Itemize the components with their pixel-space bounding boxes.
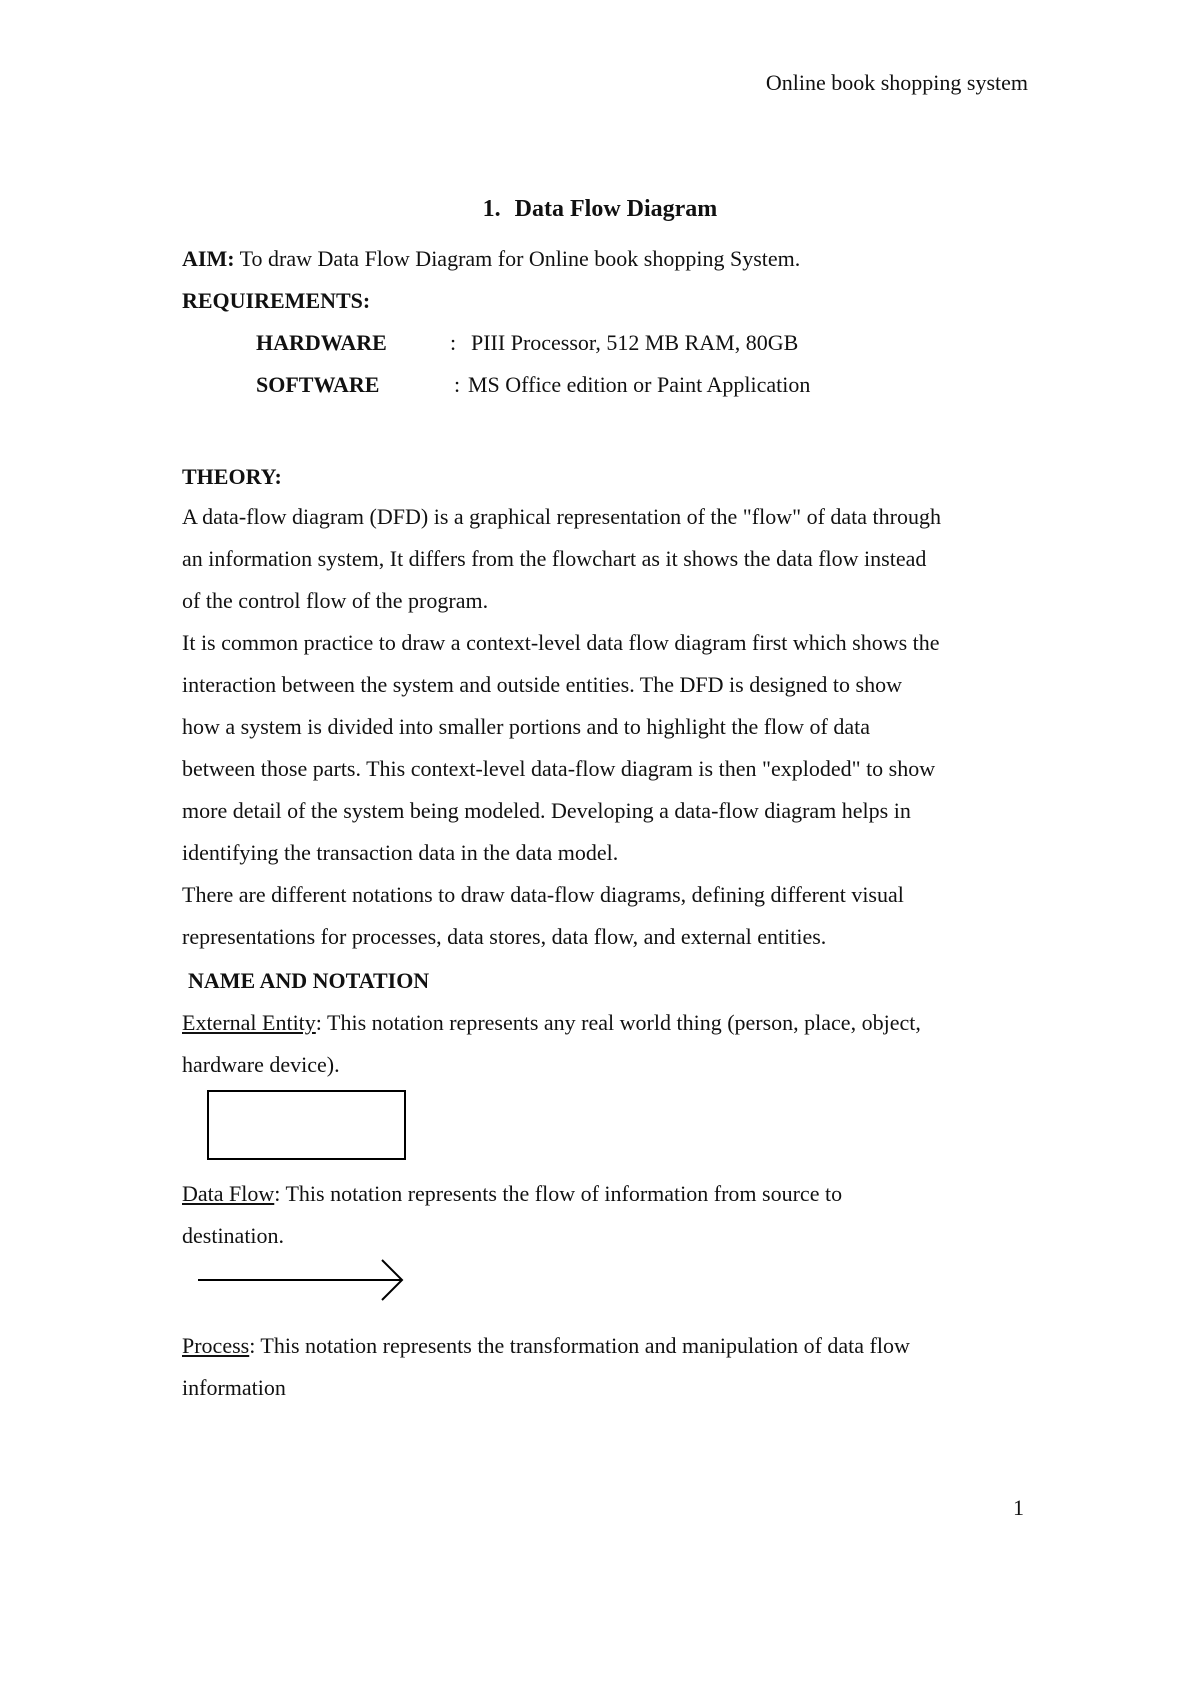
theory-label: THEORY: — [182, 464, 282, 489]
external-entity-rectangle-symbol — [207, 1090, 406, 1160]
data-flow-line1: Data Flow: This notation represents the flow of information from source to — [182, 1181, 843, 1206]
theory-line: of the control flow of the program. — [182, 588, 489, 613]
external-entity-term: External Entity — [182, 1010, 316, 1035]
external-entity-line2: hardware device). — [182, 1052, 340, 1077]
theory-line: interaction between the system and outside entities. The DFD is designed to show — [182, 672, 902, 697]
theory-line: identifying the transaction data in the data model. — [182, 840, 619, 865]
notation-heading: NAME AND NOTATION — [188, 968, 430, 993]
theory-line: representations for processes, data stores, data flow, and external entities. — [182, 924, 827, 949]
theory-line: how a system is divided into smaller portions and to highlight the flow of data — [182, 714, 871, 739]
data-flow-arrow-symbol — [196, 1255, 408, 1305]
aim-line — [182, 246, 800, 272]
hardware-sep: : — [450, 330, 457, 355]
software-sep: : — [454, 372, 461, 397]
theory-line: between those parts. This context-level data-flow diagram is then "exploded" to show — [182, 756, 936, 781]
section-number: 1. — [482, 196, 501, 222]
theory-line: an information system, It differs from the flowchart as it shows the data flow instead — [182, 546, 927, 571]
theory-body — [182, 496, 1042, 958]
theory-line: A data-flow diagram (DFD) is a graphical representation of the "flow" of data through — [182, 504, 941, 529]
external-entity-line1: External Entity: This notation represents any real world thing (person, place, object, — [182, 1010, 921, 1035]
running-header: Online book shopping system — [765, 70, 1028, 95]
aim-label: AIM: — [182, 246, 235, 271]
section-title — [0, 196, 1200, 223]
hardware-label: HARDWARE — [256, 330, 387, 355]
page-number: 1 — [1013, 1495, 1024, 1520]
theory-line: It is common practice to draw a context-level data flow diagram first which shows the — [182, 630, 940, 655]
theory-line: more detail of the system being modeled. Developing a data-flow diagram helps in — [182, 798, 911, 823]
theory-line: There are different notations to draw data-flow diagrams, defining different visual — [182, 882, 904, 907]
aim-text: To draw Data Flow Diagram for Online book shopping System. — [239, 246, 801, 271]
section-title-text: Data Flow Diagram — [514, 196, 718, 222]
software-label: SOFTWARE — [256, 372, 380, 397]
process-line1: Process: This notation represents the transformation and manipulation of data flow — [182, 1333, 910, 1358]
data-flow-term: Data Flow — [182, 1181, 275, 1206]
data-flow-line2: destination. — [182, 1223, 285, 1248]
software-value: MS Office edition or Paint Application — [468, 372, 811, 397]
requirements-label: REQUIREMENTS: — [182, 288, 371, 313]
hardware-value: PIII Processor, 512 MB RAM, 80GB — [471, 330, 799, 355]
process-line2: information — [182, 1375, 286, 1400]
process-term: Process — [182, 1333, 250, 1358]
